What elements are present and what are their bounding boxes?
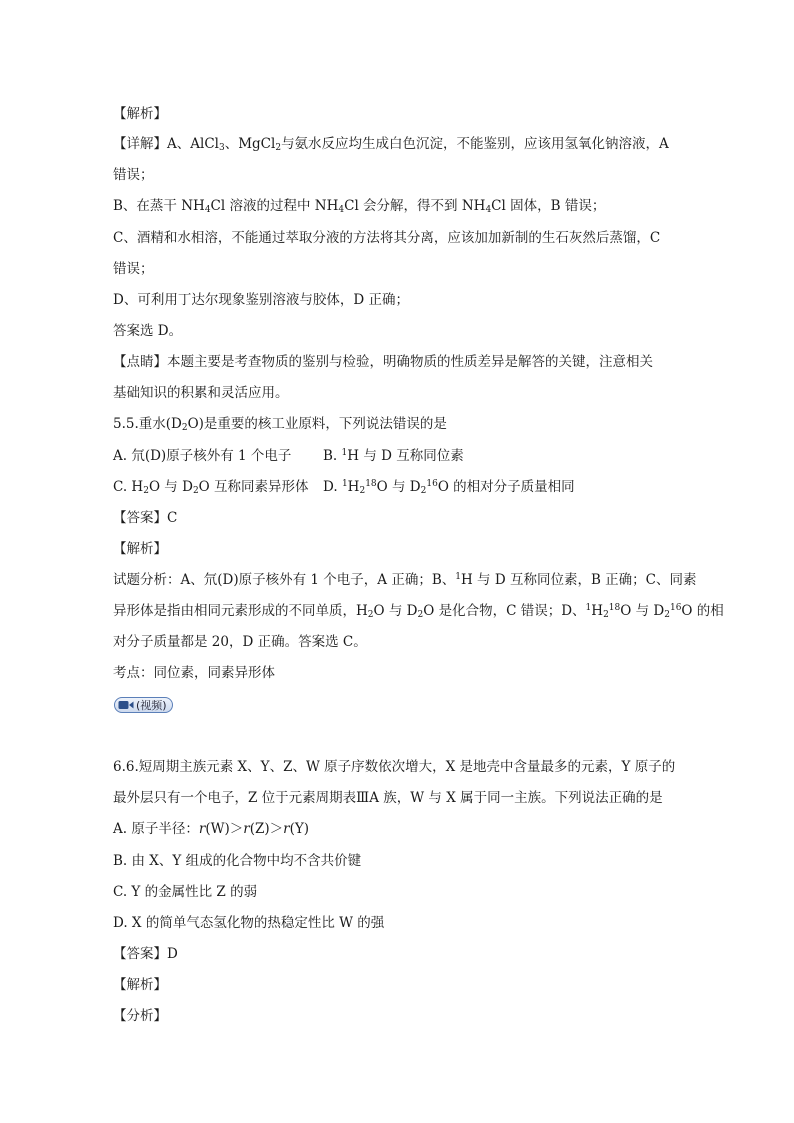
q5-option-d: D. $^1H_2^{18}O$ 与 $D_2^{16}O$ 的相对分子质量相同 xyxy=(323,479,575,496)
q4-dianjing-line-2: 基础知识的积累和灵活应用。 xyxy=(113,385,289,401)
video-camera-icon xyxy=(118,700,134,710)
q5-option-a: A. 氘(D)原子核外有 1 个电子 xyxy=(113,448,292,464)
q5-kaodian: 考点：同位素，同素异形体 xyxy=(113,665,275,681)
q4-answer-choice: 答案选 D。 xyxy=(113,323,183,339)
q5-options-cd xyxy=(113,477,693,497)
q4-option-c-analysis: C、酒精和水相溶，不能通过萃取分液的方法将其分离，应该加加新制的生石灰然后蒸馏，C xyxy=(113,230,661,246)
q4-dianjing-line-1: 【点睛】本题主要是考查物质的鉴别与检验，明确物质的性质差异是解答的关键，注意相关 xyxy=(113,354,653,370)
q6-answer: 【答案】D xyxy=(113,946,178,962)
q5-jiexi-heading: 【解析】 xyxy=(113,541,167,557)
q4-option-d-analysis: D、可利用丁达尔现象鉴别溶液与胶体，D 正确； xyxy=(113,292,409,308)
video-link-label: (视频) xyxy=(136,699,167,712)
q5-analysis-line-2: 异形体是指由相同元素形成的不同单质，$H_2O$ 与 $D_2O$ 是化合物，C 错误；D、$^1H_2^{18}O$ 与 $D_2^{16}O$ 的相 xyxy=(113,603,724,620)
q6-option-d: D. X 的简单气态氢化物的热稳定性比 W 的强 xyxy=(113,915,385,931)
q5-analysis-line-3: 对分子质量都是 20，D 正确。答案选 C。 xyxy=(113,634,367,650)
q5-options-ab xyxy=(113,446,693,466)
q4-detail-line-1: 【详解】A、AlCl$_3$、MgCl$_2$与氨水反应均生成白色沉淀，不能鉴别，应该用氢氧化钠溶液，A xyxy=(113,136,669,153)
q4-option-c-analysis-cont: 错误； xyxy=(113,261,154,277)
q6-stem-line-1: 6.6.短周期主族元素 X、Y、Z、W 原子序数依次增大，X 是地壳中含量最多的元素，Y 原子的 xyxy=(113,759,676,775)
q5-analysis-line-1: 试题分析：A、氘(D)原子核外有 1 个电子，A 正确；B、$^1$H 与 D 互称同位素，B 正确；C、同素 xyxy=(113,572,697,588)
q5-stem: 5.5.重水$(D_2O)$是重要的核工业原料，下列说法错误的是 xyxy=(113,416,447,433)
q6-option-b: B. 由 X、Y 组成的化合物中均不含共价键 xyxy=(113,853,362,869)
q5-answer: 【答案】C xyxy=(113,510,178,526)
q6-stem-line-2: 最外层只有一个电子，Z 位于元素周期表ⅢA 族，W 与 X 属于同一主族。下列说法正确的是 xyxy=(113,790,663,806)
q4-detail-line-2: 错误； xyxy=(113,167,154,183)
q6-fenxi-heading: 【分析】 xyxy=(113,1008,167,1024)
q4-jiexi-heading: 【解析】 xyxy=(113,106,167,122)
q6-option-a: A. 原子半径：r(W)＞r(Z)＞r(Y) xyxy=(113,821,310,837)
q5-option-b: B. $^1$H 与 D 互称同位素 xyxy=(323,448,464,464)
q5-option-c: C. $H_2O$ 与 $D_2O$ 互称同素异形体 xyxy=(113,479,309,496)
q4-option-b-analysis: B、在蒸干 $NH_4Cl$ 溶液的过程中 $NH_4Cl$ 会分解，得不到 $NH_4Cl$ 固体，B 错误； xyxy=(113,198,606,215)
q6-option-c: C. Y 的金属性比 Z 的弱 xyxy=(113,884,258,900)
q6-jiexi-heading: 【解析】 xyxy=(113,977,167,993)
video-link-button[interactable] xyxy=(114,697,173,713)
